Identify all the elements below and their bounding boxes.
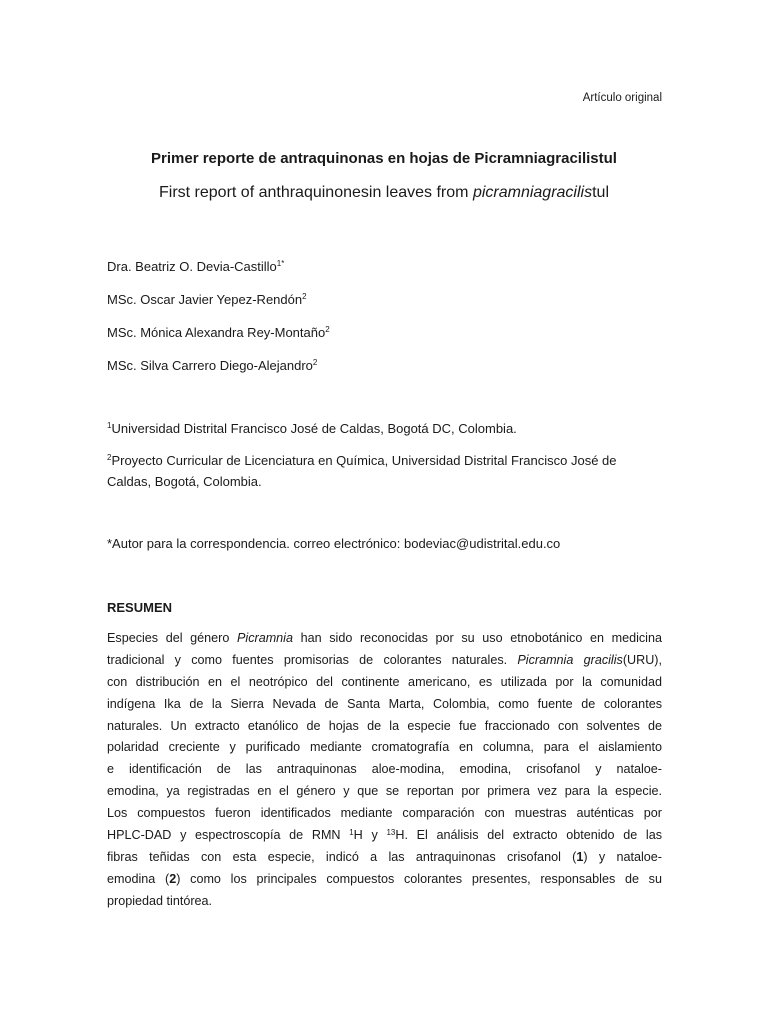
abstract-text: naturales. Un extracto etanólico de hojas de la especie fue fraccionado con solventes de [107, 718, 662, 733]
title-english-suffix: tul [592, 184, 609, 201]
abstract-line [107, 847, 662, 869]
abstract-line [107, 737, 662, 759]
abstract-line [107, 891, 662, 913]
affiliation-text: Universidad Distrital Francisco José de Caldas, Bogotá DC, Colombia. [111, 421, 517, 436]
abstract-text: indígena Ika de la Sierra Nevada de Santa Marta, Colombia, como fuente de colorantes [107, 696, 662, 711]
abstract-italic-text: Picramnia [237, 631, 293, 645]
abstract-bold-text: 1 [576, 849, 584, 864]
abstract-bold-text: 2 [169, 871, 177, 886]
title-english-prefix: First report of anthraquinonesin leaves from [159, 184, 473, 201]
author-affiliation-mark: 1* [276, 259, 285, 268]
abstract-line [107, 781, 662, 803]
abstract-body [107, 628, 662, 913]
affiliation-mark: 2 [107, 453, 112, 462]
abstract-text: emodina, ya registradas en el género y que se reportan por primera vez para la especie. [107, 784, 662, 799]
abstract-text: propiedad tintórea. [107, 893, 213, 908]
title-english [0, 184, 768, 202]
abstract-text: fibras teñidas con esta especie, indicó a las antraquinonas crisofanol ( [107, 849, 577, 864]
affiliation-list [107, 418, 662, 503]
affiliation [107, 418, 662, 439]
abstract-text: Especies del género [107, 631, 237, 645]
abstract-text: ) como los principales compuestos colorantes presentes, responsables de su [176, 871, 662, 886]
author [107, 258, 330, 291]
correspondence-note: *Autor para la correspondencia. correo electrónico: bodeviac@udistrital.edu.co [107, 536, 561, 551]
abstract-line [107, 694, 662, 716]
article-type-label: Artículo original [582, 92, 662, 104]
abstract-text: con distribución en el neotrópico del continente americano, es utilizada por la comunidad [107, 674, 662, 689]
abstract-heading: RESUMEN [107, 600, 173, 615]
author [107, 291, 330, 324]
abstract-text: ) y nataloe- [583, 849, 662, 864]
author-name: MSc. Oscar Javier Yepez-Rendón [107, 292, 303, 307]
abstract-text: H y [353, 828, 387, 843]
abstract-line [107, 759, 662, 781]
affiliation-mark: 1 [107, 421, 112, 430]
abstract-superscript: 13 [386, 828, 396, 838]
abstract-line [107, 825, 662, 847]
abstract-line [107, 650, 662, 672]
abstract-text: (URU), [622, 652, 662, 667]
abstract-text: H. El análisis del extracto obtenido de las [395, 828, 663, 843]
abstract-line [107, 672, 662, 694]
title-spanish: Primer reporte de antraquinonas en hojas de Picramniagracilistul [151, 150, 617, 167]
abstract-line [107, 869, 662, 891]
abstract-line [107, 803, 662, 825]
abstract-italic-text: Picramnia gracilis [517, 652, 623, 667]
abstract-line [107, 716, 662, 738]
abstract-text: tradicional y como fuentes promisorias de colorantes naturales. [107, 652, 518, 667]
abstract-text: e identificación de las antraquinonas aloe-modina, emodina, crisofanol y nataloe- [107, 762, 662, 777]
author-name: Dra. Beatriz O. Devia-Castillo [107, 259, 277, 274]
author-list [107, 258, 330, 390]
abstract-text: Los compuestos fueron identificados mediante comparación con muestras auténticas por [107, 806, 662, 821]
affiliation-text: Proyecto Curricular de Licenciatura en Química, Universidad Distrital Francisco José de Caldas, Bogotá, Colombia. [107, 453, 617, 489]
affiliation [107, 450, 662, 492]
author-affiliation-mark: 2 [302, 292, 307, 301]
abstract-line [107, 628, 662, 650]
author-name: MSc. Mónica Alexandra Rey-Montaño [107, 325, 326, 340]
abstract-text: polaridad creciente y purificado mediante cromatografía en columna, para el aislamiento [107, 740, 662, 755]
title-english-species: picramniagracilis [472, 184, 593, 201]
author-affiliation-mark: 2 [312, 358, 318, 367]
abstract-text: HPLC-DAD y espectroscopía de RMN [107, 828, 350, 843]
abstract-superscript: 1 [349, 828, 354, 838]
author-affiliation-mark: 2 [325, 325, 330, 334]
abstract-text: emodina ( [107, 871, 170, 886]
author [107, 357, 330, 390]
author-name: MSc. Silva Carrero Diego-Alejandro [107, 358, 313, 373]
author [107, 324, 330, 357]
abstract-text: han sido reconocidas por su uso etnobotánico en medicina [293, 631, 662, 645]
